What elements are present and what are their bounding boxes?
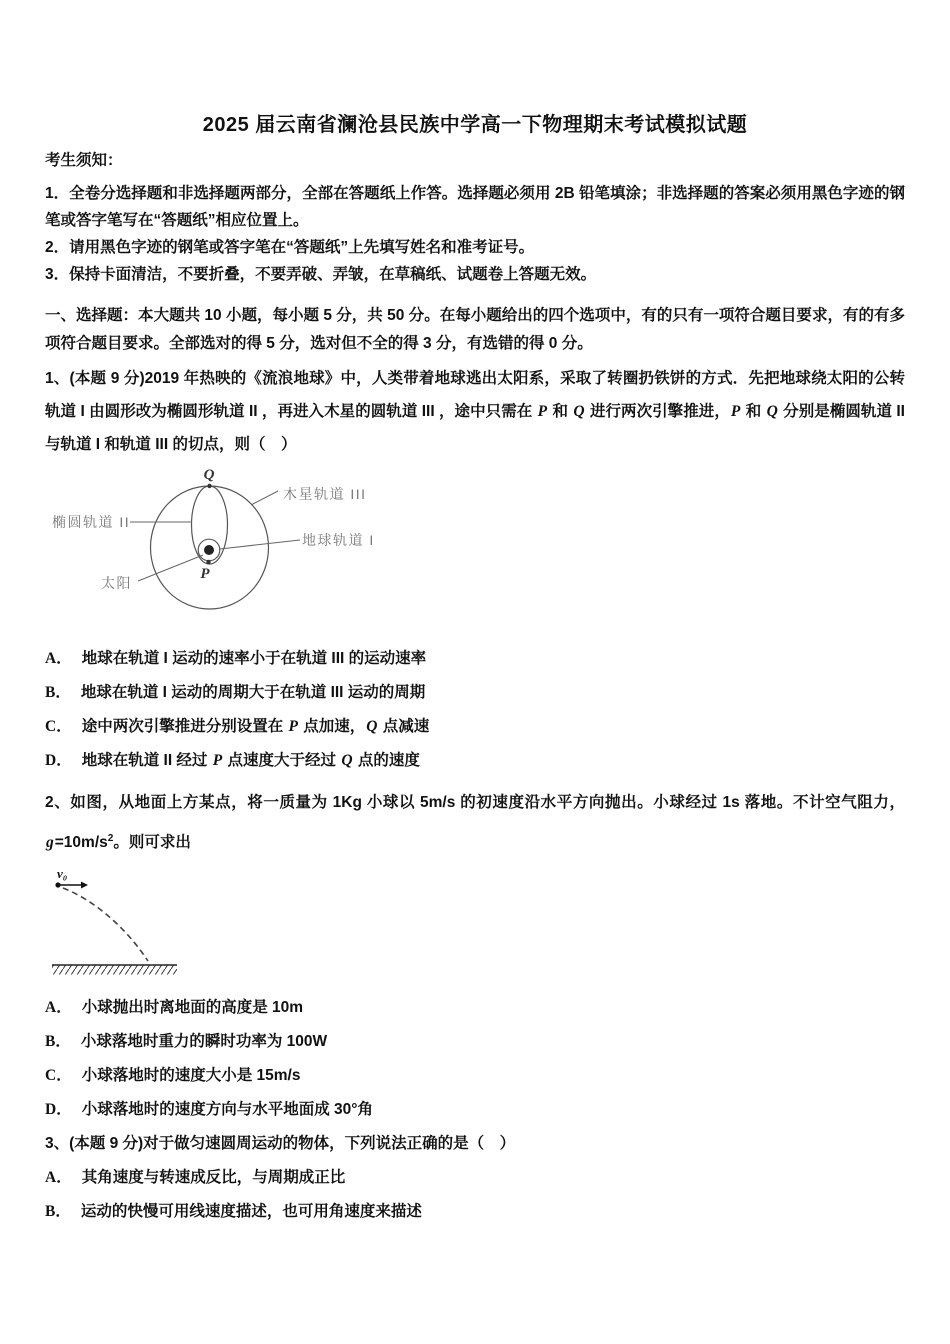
orbit-label-jupiter: 木星轨道 III xyxy=(283,486,367,502)
orbit-label-sun: 太阳 xyxy=(101,575,132,591)
projectile-diagram-svg xyxy=(45,861,245,986)
option-text-c: 小球落地时的速度大小是 15m/s xyxy=(81,1067,301,1085)
option-letter-c: C． xyxy=(45,718,72,735)
option-letter-b: B． xyxy=(45,684,71,701)
question-1-text: 1、(本题 9 分)2019 年热映的《流浪地球》中，人类带着地球逃出太阳系，采取了转圈扔铁饼的方式．先把地球绕太阳的公转轨道 I 由圆形改为椭圆形轨道 II ，再进入木星的圆轨道 III ，途中只需在 P 和 Q 进行两次引擎推进，P 和 Q 分别是椭圆轨道 II 与轨道 I 和轨道 III 的切点，则（ ） xyxy=(45,370,905,453)
point-q-dot xyxy=(207,484,211,488)
q1-option-d xyxy=(45,751,905,771)
notice-section xyxy=(45,151,905,288)
q2-option-d xyxy=(45,1100,905,1120)
orbit-diagram xyxy=(45,461,905,621)
notice-heading: 考生须知： xyxy=(45,152,123,169)
notice-item-2: 2．请用黑色字迹的钢笔或答字笔在“答题纸”上先填写姓名和准考证号。 xyxy=(45,239,535,256)
notice-item-1: 1．全卷分选择题和非选择题两部分，全部在答题纸上作答。选择题必须用 2B 铅笔填涂；非选择题的答案必须用黑色字迹的钢笔或答字笔写在“答题纸”相应位置上。 xyxy=(45,185,905,229)
option-text-c: 途中两次引擎推进分别设置在 P 点加速，Q 点减速 xyxy=(81,718,430,735)
question-3-options xyxy=(45,1168,905,1222)
point-p-dot xyxy=(206,560,210,564)
option-text-a: 小球抛出时离地面的高度是 10m xyxy=(81,999,304,1017)
initial-velocity-label: v₀ xyxy=(57,866,68,882)
velocity-arrow-head xyxy=(81,882,88,889)
q3-option-a xyxy=(45,1168,905,1188)
option-text-b: 地球在轨道 I 运动的周期大于在轨道 III 运动的周期 xyxy=(80,684,426,701)
q3-option-b xyxy=(45,1202,905,1222)
option-letter-a: A． xyxy=(45,650,72,667)
option-text-b: 运动的快慢可用线速度描述，也可用角速度来描述 xyxy=(80,1203,422,1221)
sun-dot xyxy=(204,545,214,555)
section-1-heading: 一、选择题：本大题共 10 小题，每小题 5 分，共 50 分。在每小题给出的四个选项中，有的只有一项符合题目要求，有的有多项符合题目要求。全部选对的得 5 分，选对但不全的得 3 分，有选错的得 0 分。 xyxy=(45,307,905,352)
ground-hatch xyxy=(52,966,177,975)
q1-option-c xyxy=(45,717,905,737)
question-1-options xyxy=(45,649,905,771)
option-text-a: 地球在轨道 I 运动的速率小于在轨道 III 的运动速率 xyxy=(81,650,427,667)
option-letter-a: A． xyxy=(45,999,72,1017)
option-letter-c: C． xyxy=(45,1067,72,1085)
option-text-d: 小球落地时的速度方向与水平地面成 30°角 xyxy=(81,1101,373,1119)
leader-line-earth xyxy=(220,540,300,549)
option-letter-a: A． xyxy=(45,1169,72,1187)
leader-line-jupiter xyxy=(251,491,278,505)
point-p-label: P xyxy=(200,566,210,582)
leader-line-sun xyxy=(138,555,203,581)
orbit-diagram-svg xyxy=(45,461,465,621)
option-letter-b: B． xyxy=(45,1033,71,1051)
question-3-text: 3、(本题 9 分)对于做匀速圆周运动的物体，下列说法正确的是（ ） xyxy=(45,1135,516,1153)
option-text-a: 其角速度与转速成反比，与周期成正比 xyxy=(81,1169,346,1187)
option-letter-b: B． xyxy=(45,1203,71,1221)
q1-option-a xyxy=(45,649,905,669)
trajectory-dashed-curve xyxy=(63,888,148,961)
option-text-d: 地球在轨道 II 经过 P 点速度大于经过 Q 点的速度 xyxy=(81,752,420,769)
question-2-text: 2、如图，从地面上方某点，将一质量为 1Kg 小球以 5m/s 的初速度沿水平方向抛出。小球经过 1s 落地。不计空气阻力，$g=10m/s^2$。则可求出 xyxy=(45,794,905,852)
point-q-label: Q xyxy=(203,467,215,483)
question-2-options xyxy=(45,998,905,1120)
q2-option-b xyxy=(45,1032,905,1052)
option-letter-d: D． xyxy=(45,1101,72,1119)
orbit-label-ellipse: 椭圆轨道 II xyxy=(52,514,131,530)
q1-option-b xyxy=(45,683,905,703)
option-text-b: 小球落地时重力的瞬时功率为 100W xyxy=(80,1033,328,1051)
option-letter-d: D． xyxy=(45,752,72,769)
q2-option-a xyxy=(45,998,905,1018)
orbit-label-earth: 地球轨道 I xyxy=(302,532,375,548)
notice-item-3: 3．保持卡面清洁，不要折叠，不要弄破、弄皱，在草稿纸、试题卷上答题无效。 xyxy=(45,266,597,283)
q2-option-c xyxy=(45,1066,905,1086)
page-title: 2025 届云南省澜沧县民族中学高一下物理期末考试模拟试题 xyxy=(202,114,748,136)
projectile-diagram xyxy=(45,861,905,986)
